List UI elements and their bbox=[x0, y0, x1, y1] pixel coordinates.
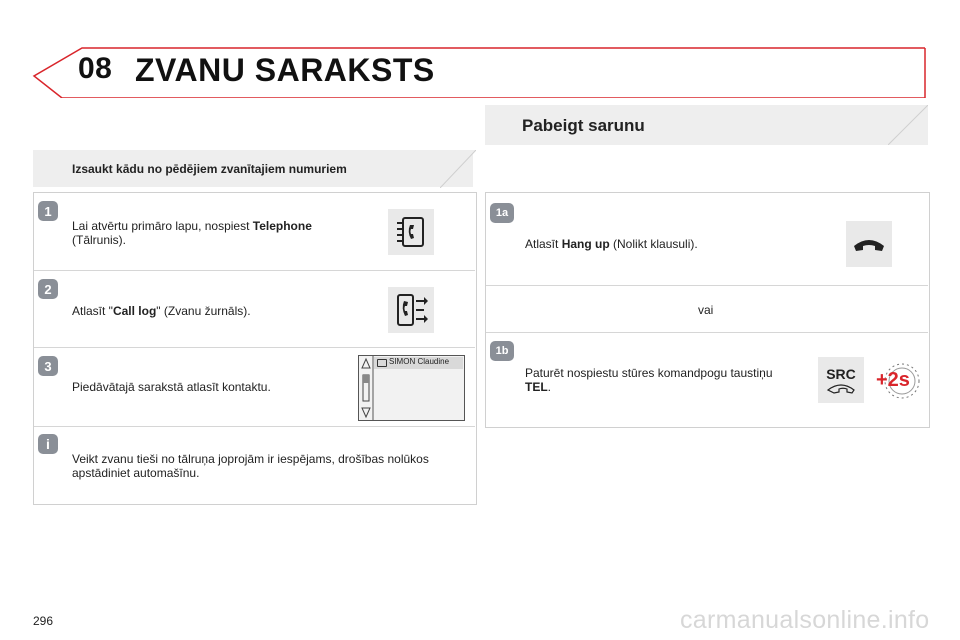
info-badge: i bbox=[38, 434, 58, 454]
watermark-url: carmanualsonline.info bbox=[680, 606, 930, 634]
contact-list-entry[interactable]: SIMON Claudine bbox=[389, 357, 450, 366]
page-number: 296 bbox=[33, 614, 54, 628]
or-separator: vai bbox=[698, 303, 714, 317]
left-section-title: Izsaukt kādu no pēdējiem zvanītajiem numuriem bbox=[72, 162, 347, 176]
step-badge-1a: 1a bbox=[490, 203, 514, 223]
chapter-number: 08 bbox=[78, 52, 113, 85]
right-section-title: Pabeigt sarunu bbox=[522, 116, 645, 135]
step-1-text: Lai atvērtu primāro lapu, nospiest Telephone (Tālrunis). bbox=[72, 219, 312, 247]
step-divider bbox=[34, 426, 475, 427]
step-divider bbox=[34, 270, 475, 271]
step-1b-text: Paturēt nospiestu stūres komandpogu taustiņu TEL. bbox=[525, 366, 773, 394]
step-1a-text: Atlasīt Hang up (Nolikt klausuli). bbox=[525, 237, 698, 251]
contact-card-icon bbox=[377, 359, 387, 367]
src-button-label: SRC bbox=[826, 365, 856, 382]
step-badge-2: 2 bbox=[38, 279, 58, 299]
phone-book-icon bbox=[388, 209, 434, 255]
steering-button-icon bbox=[818, 357, 864, 403]
chapter-title: ZVANU SARAKSTS bbox=[135, 52, 435, 88]
step-badge-1: 1 bbox=[38, 201, 58, 221]
hang-up-icon bbox=[846, 221, 892, 267]
contact-list-screen bbox=[358, 355, 465, 421]
step-badge-3: 3 bbox=[38, 356, 58, 376]
hang-up-small-icon bbox=[826, 382, 856, 394]
step-badge-1b: 1b bbox=[490, 341, 514, 361]
hold-two-seconds-icon: +2s bbox=[876, 361, 920, 401]
step-3-text: Piedāvātajā sarakstā atlasīt kontaktu. bbox=[72, 380, 271, 394]
step-2-text: Atlasīt "Call log" (Zvanu žurnāls). bbox=[72, 304, 251, 318]
step-divider bbox=[486, 332, 928, 333]
step-divider bbox=[34, 347, 475, 348]
right-section-corner bbox=[888, 105, 928, 145]
call-log-icon bbox=[388, 287, 434, 333]
step-divider bbox=[486, 285, 928, 286]
info-text: Veikt zvanu tieši no tālruņa joprojām ir iespējams, drošības nolūkos apstādiniet automašīnu. bbox=[72, 452, 429, 480]
left-section-corner bbox=[440, 150, 476, 188]
